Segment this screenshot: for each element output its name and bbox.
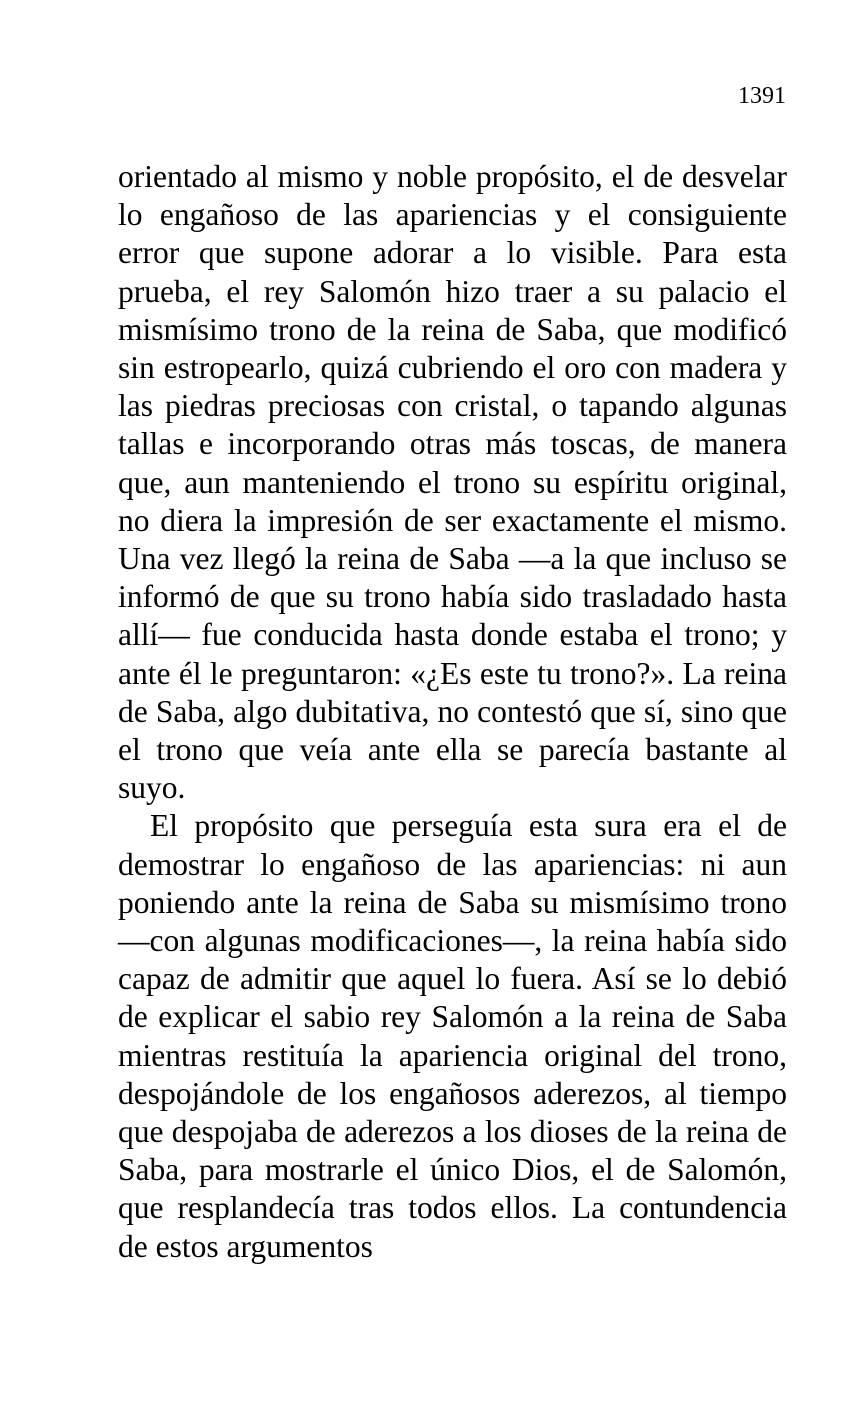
paragraph-continuation: orientado al mismo y noble propósito, el de desvelar lo engañoso de las apariencias y el consiguiente error que supone adorar a lo visible. Para esta prueba, el rey Salomón hizo traer a su palacio el mismísimo trono de la reina de Saba, que modificó sin estropearlo, quizá cubriendo el oro con madera y las piedras preciosas con cristal, o tapando algunas tallas e incorporando otras más toscas, de manera que, aun manteniendo el trono su espíritu original, no diera la impresión de ser exactamente el mismo. Una vez llegó la reina de Saba —a la que incluso se informó de que su trono había sido trasladado hasta allí— fue conducida hasta donde estaba el trono; y ante él le preguntaron: «¿Es este tu trono?». La reina de Saba, algo dubitativa, no contestó que sí, sino que el trono que veía ante ella se parecía bastante al suyo.: [118, 159, 787, 806]
page-number: 1391: [738, 83, 786, 109]
body-text: [118, 158, 787, 1266]
paragraph: El propósito que perseguía esta sura era el de demostrar lo engañoso de las apariencias: ni aun poniendo ante la reina de Saba su mismísimo trono —con algunas modificaciones—, la reina había sido capaz de admitir que aquel lo fuera. Así se lo debió de explicar el sabio rey Salomón a la reina de Saba mientras restituía la apariencia original del trono, despojándole de los engañosos aderezos, al tiempo que despojaba de aderezos a los dioses de la reina de Saba, para mostrarle el único Dios, el de Salomón, que resplandecía tras todos ellos. La contundencia de estos argumentos: [118, 808, 787, 1264]
